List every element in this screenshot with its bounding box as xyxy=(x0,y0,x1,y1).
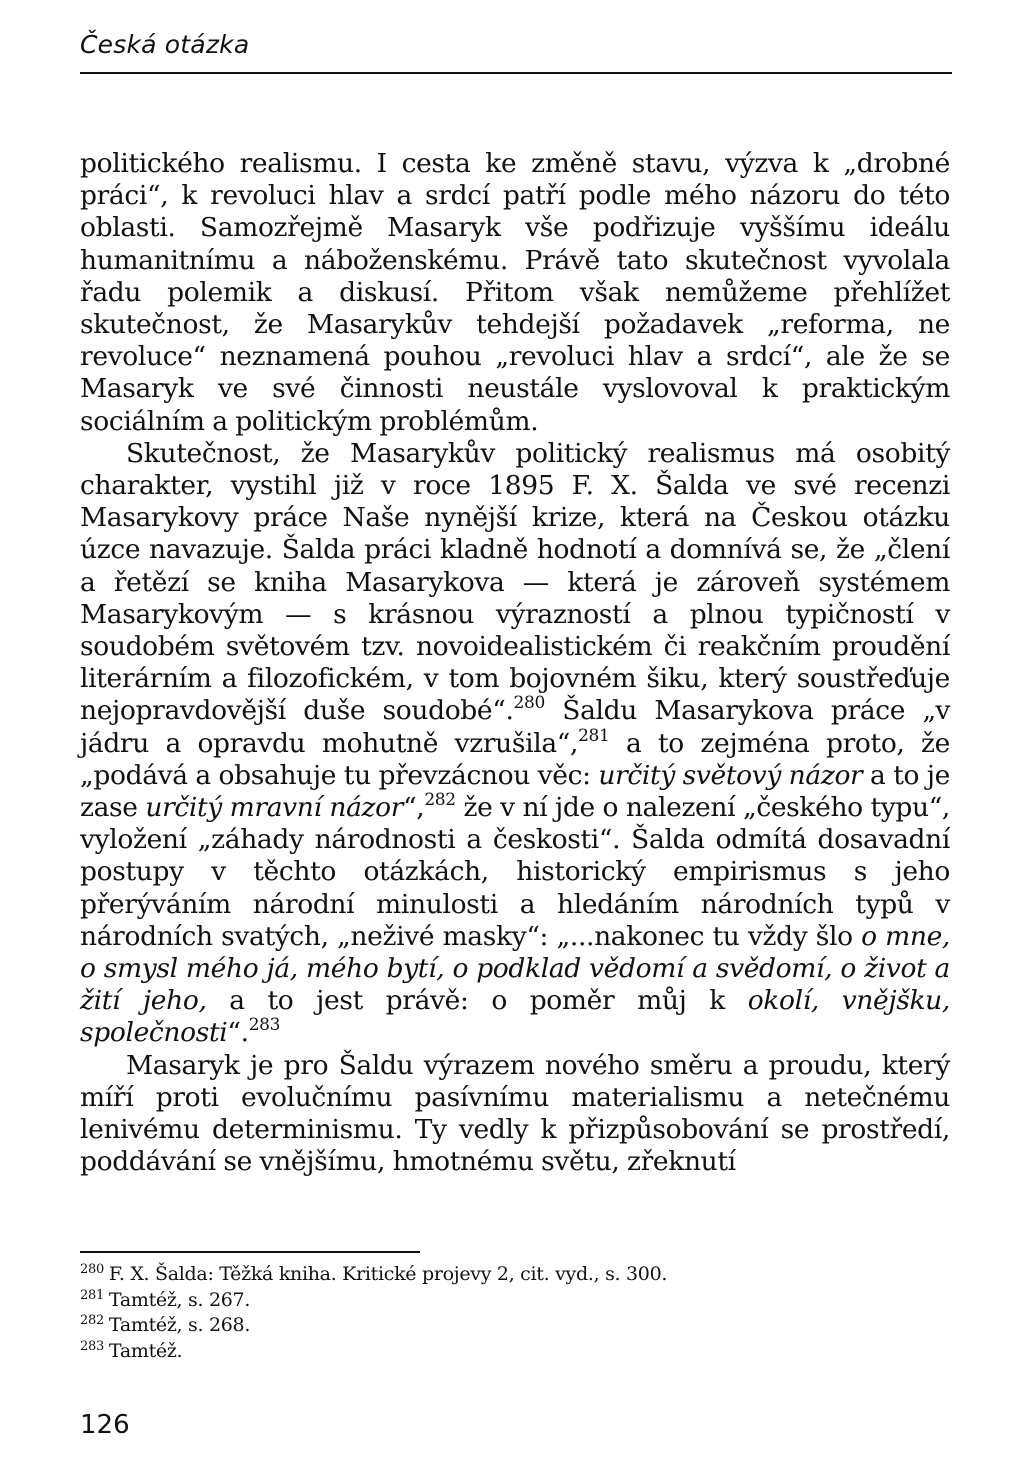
footnote-number: 283 xyxy=(80,1338,104,1354)
paragraph-2-text-e: “, xyxy=(403,792,425,824)
paragraph-2-text-a: Skutečnost, že Masarykův politický realismus má osobitý charakter, vystihl již v roce 1895 F. X. Šalda ve své recenzi Masarykovy práce Naše nynější krize, která na Českou otázku úzce navazuje. Šalda práci kladně hodnotí a domnívá se, že „člení a řetězí se kniha Masarykova — která je zároveň systémem Masarykovým — s krásnou výrazností a plnou typičností v soudobém světovém tzv. novoidealistickém či reakčním proudění literárním a filozofickém, v tom bojovném šiku, který soustřeďuje nejopravdovější duše soudobé“. xyxy=(80,437,950,727)
body-text xyxy=(80,148,950,1179)
paragraph-2-text-b: Šaldu Masarykova práce „v jádru a opravdu mohutně vzrušila“, xyxy=(80,695,950,759)
footnote-number: 280 xyxy=(80,1262,104,1277)
footnotes xyxy=(80,1262,950,1364)
paragraph-3 xyxy=(80,1050,950,1179)
paragraph-1-text: politického realismu. I cesta ke změně stavu, výzva k „drobné práci“, k revoluci hlav a srdcí patří podle mého názoru do této oblasti. Samozřejmě Masaryk vše podřizuje vyššímu ideálu humanitnímu a náboženskému. Právě tato skutečnost vyvolala řadu polemik a diskusí. Přitom však nemůžeme přehlížet skutečnost, že Masarykův tehdejší požadavek „reforma, ne revoluce“ neznamená pouhou „revoluci hlav a srdcí“, ale že se Masaryk ve své činnosti neustále vyslovoval k praktickým sociálním a politickým problémům. xyxy=(80,148,950,437)
footnote xyxy=(80,1288,950,1314)
footnote-ref-281: 281 xyxy=(578,725,610,746)
paragraph-2-text-h: “. xyxy=(227,1017,249,1049)
footnote-text: Tamtéž, s. 267. xyxy=(108,1288,251,1311)
footnote xyxy=(80,1339,950,1365)
footnote-number: 281 xyxy=(80,1287,104,1303)
italic-phrase-1: určitý světový názor xyxy=(598,759,863,791)
footnote xyxy=(80,1313,950,1339)
header-rule xyxy=(80,72,952,74)
paragraph-2-text-c: a to zejména proto, že „podává a obsahuje tu převzácnou věc: xyxy=(80,727,950,791)
footnote-ref-282: 282 xyxy=(424,790,456,811)
paragraph-2 xyxy=(80,438,950,1050)
paragraph-2-text-f: že v ní jde o nalezení „českého typu“, vyložení „záhady národnosti a českosti“. Šalda odmítá dosavadní postupy v těchto otázkách, historický empirismus s jeho přerýváním národní minulosti a hledáním národních typů v národních svatých, „neživé masky“: „...nakonec tu vždy šlo xyxy=(80,792,950,952)
footnote-ref-280: 280 xyxy=(513,693,545,714)
page-number: 126 xyxy=(80,1410,130,1440)
footnote-text: Tamtéž, s. 268. xyxy=(108,1314,251,1336)
footnote-number: 282 xyxy=(80,1313,104,1328)
running-header xyxy=(80,30,950,59)
paragraph-2-text-g: a to jest právě: o poměr můj k xyxy=(206,985,748,1017)
paragraph-2-text-d: a to je zase xyxy=(80,759,950,824)
header-title: Česká otázka xyxy=(80,30,250,59)
italic-phrase-2: určitý mravní názor xyxy=(145,792,404,824)
footnote-text: F. X. Šalda: Těžká kniha. Kritické projevy 2, cit. vyd., s. 300. xyxy=(108,1263,668,1285)
paragraph-1 xyxy=(80,148,950,438)
footnote-ref-283: 283 xyxy=(248,1015,281,1036)
italic-phrase-4: okolí, vnějšku, společnosti xyxy=(80,985,950,1049)
paragraph-3-text: Masaryk je pro Šaldu výrazem nového směru a proudu, který míří proti evolučnímu pasívnímu materialismu a netečnému lenivému determinismu. Ty vedly k přizpůsobování se prostředí, poddávání se vnějšímu, hmotnému světu, zřeknutí xyxy=(80,1049,950,1178)
footnote-text: Tamtéž. xyxy=(108,1339,183,1362)
footnote-rule xyxy=(80,1251,420,1253)
footnote xyxy=(80,1262,950,1288)
italic-phrase-3: o mne, o smysl mého já, mého bytí, o podklad vědomí a svědomí, o život a žití jeho, xyxy=(80,920,950,1017)
